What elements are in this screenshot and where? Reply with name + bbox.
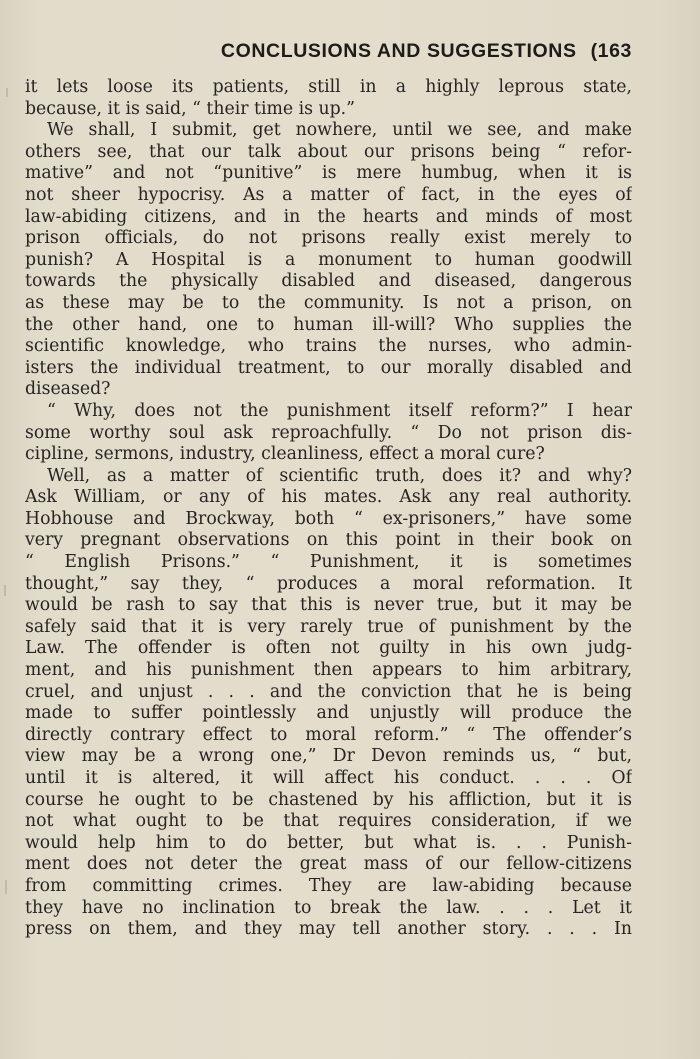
text-line: the other hand, one to human ill-will? Who supplies the [25, 314, 632, 335]
text-line: not what ought to be that requires consideration, if we [25, 811, 632, 832]
text-line: towards the physically disabled and diseased, dangerous [25, 271, 632, 292]
text-line: punish? A Hospital is a monument to human goodwill [25, 249, 632, 270]
margin-mark [6, 88, 8, 97]
text-line: directly contrary effect to moral reform.” “ The offender’s [25, 724, 632, 745]
text-line: “ Why, does not the punishment itself reform?” I hear [47, 400, 632, 421]
text-line: Well, as a matter of scientific truth, does it? and why? [47, 465, 632, 486]
body-text [25, 77, 632, 941]
text-line: law-abiding citizens, and in the hearts and minds of most [25, 206, 632, 227]
text-line: Ask William, or any of his mates. Ask any real authority. [25, 487, 632, 508]
text-line: would help him to do better, but what is. . . Punish- [25, 832, 632, 853]
text-line: they have no inclination to break the law. . . . Let it [25, 897, 632, 918]
text-line: Hobhouse and Brockway, both “ ex-prisoners,” have some [25, 508, 632, 529]
text-line: isters the individual treatment, to our morally disabled and [25, 357, 632, 378]
text-line: cruel, and unjust . . . and the conviction that he is being [25, 681, 632, 702]
text-line: from committing crimes. They are law-abiding because [25, 875, 632, 896]
text-line: “ English Prisons.” “ Punishment, it is sometimes [25, 552, 632, 573]
text-line: until it is altered, it will affect his conduct. . . . Of [25, 768, 632, 788]
text-line: others see, that our talk about our prisons being “ refor- [25, 141, 632, 162]
text-line: ment, and his punishment then appears to him arbitrary, [25, 660, 632, 681]
text-line: view may be a wrong one,” Dr Devon reminds us, “ but, [25, 746, 632, 767]
text-line: course he ought to be chastened by his affliction, but it is [25, 789, 632, 810]
text-line: cipline, sermons, industry, cleanliness, effect a moral cure? [25, 444, 545, 465]
text-line: very pregnant observations on this point in their book on [25, 530, 632, 551]
text-line: because, it is said, “ their time is up.” [25, 98, 355, 119]
text-line: prison officials, do not prisons really exist merely to [25, 228, 632, 249]
text-line: diseased? [25, 379, 111, 400]
text-line: We shall, I submit, get nowhere, until we see, and make [47, 120, 632, 141]
margin-mark [4, 585, 6, 596]
text-line: mative” and not “punitive” is mere humbug, when it is [25, 163, 632, 184]
text-line: not sheer hypocrisy. As a matter of fact, in the eyes of [25, 184, 632, 205]
page-number: (163 [590, 40, 632, 62]
text-line: ment does not deter the great mass of our fellow-citizens [25, 854, 632, 875]
text-line: scientific knowledge, who trains the nurses, who admin- [25, 336, 632, 357]
running-header [0, 40, 632, 63]
margin-mark [5, 880, 7, 894]
text-line: press on them, and they may tell another story. . . . In [25, 919, 632, 940]
running-title: CONCLUSIONS AND SUGGESTIONS [220, 40, 577, 62]
text-line: made to suffer pointlessly and unjustly will produce the [25, 703, 632, 724]
text-line: as these may be to the community. Is not a prison, on [25, 292, 632, 313]
text-line: safely said that it is very rarely true of punishment by the [25, 616, 632, 637]
text-line: would be rash to say that this is never true, but it may be [25, 595, 632, 616]
text-line: it lets loose its patients, still in a highly leprous state, [25, 77, 632, 97]
text-line: thought,” say they, “ produces a moral reformation. It [25, 573, 632, 594]
text-line: some worthy soul ask reproachfully. “ Do not prison dis- [25, 422, 632, 443]
text-line: Law. The offender is often not guilty in his own judg- [25, 638, 632, 659]
